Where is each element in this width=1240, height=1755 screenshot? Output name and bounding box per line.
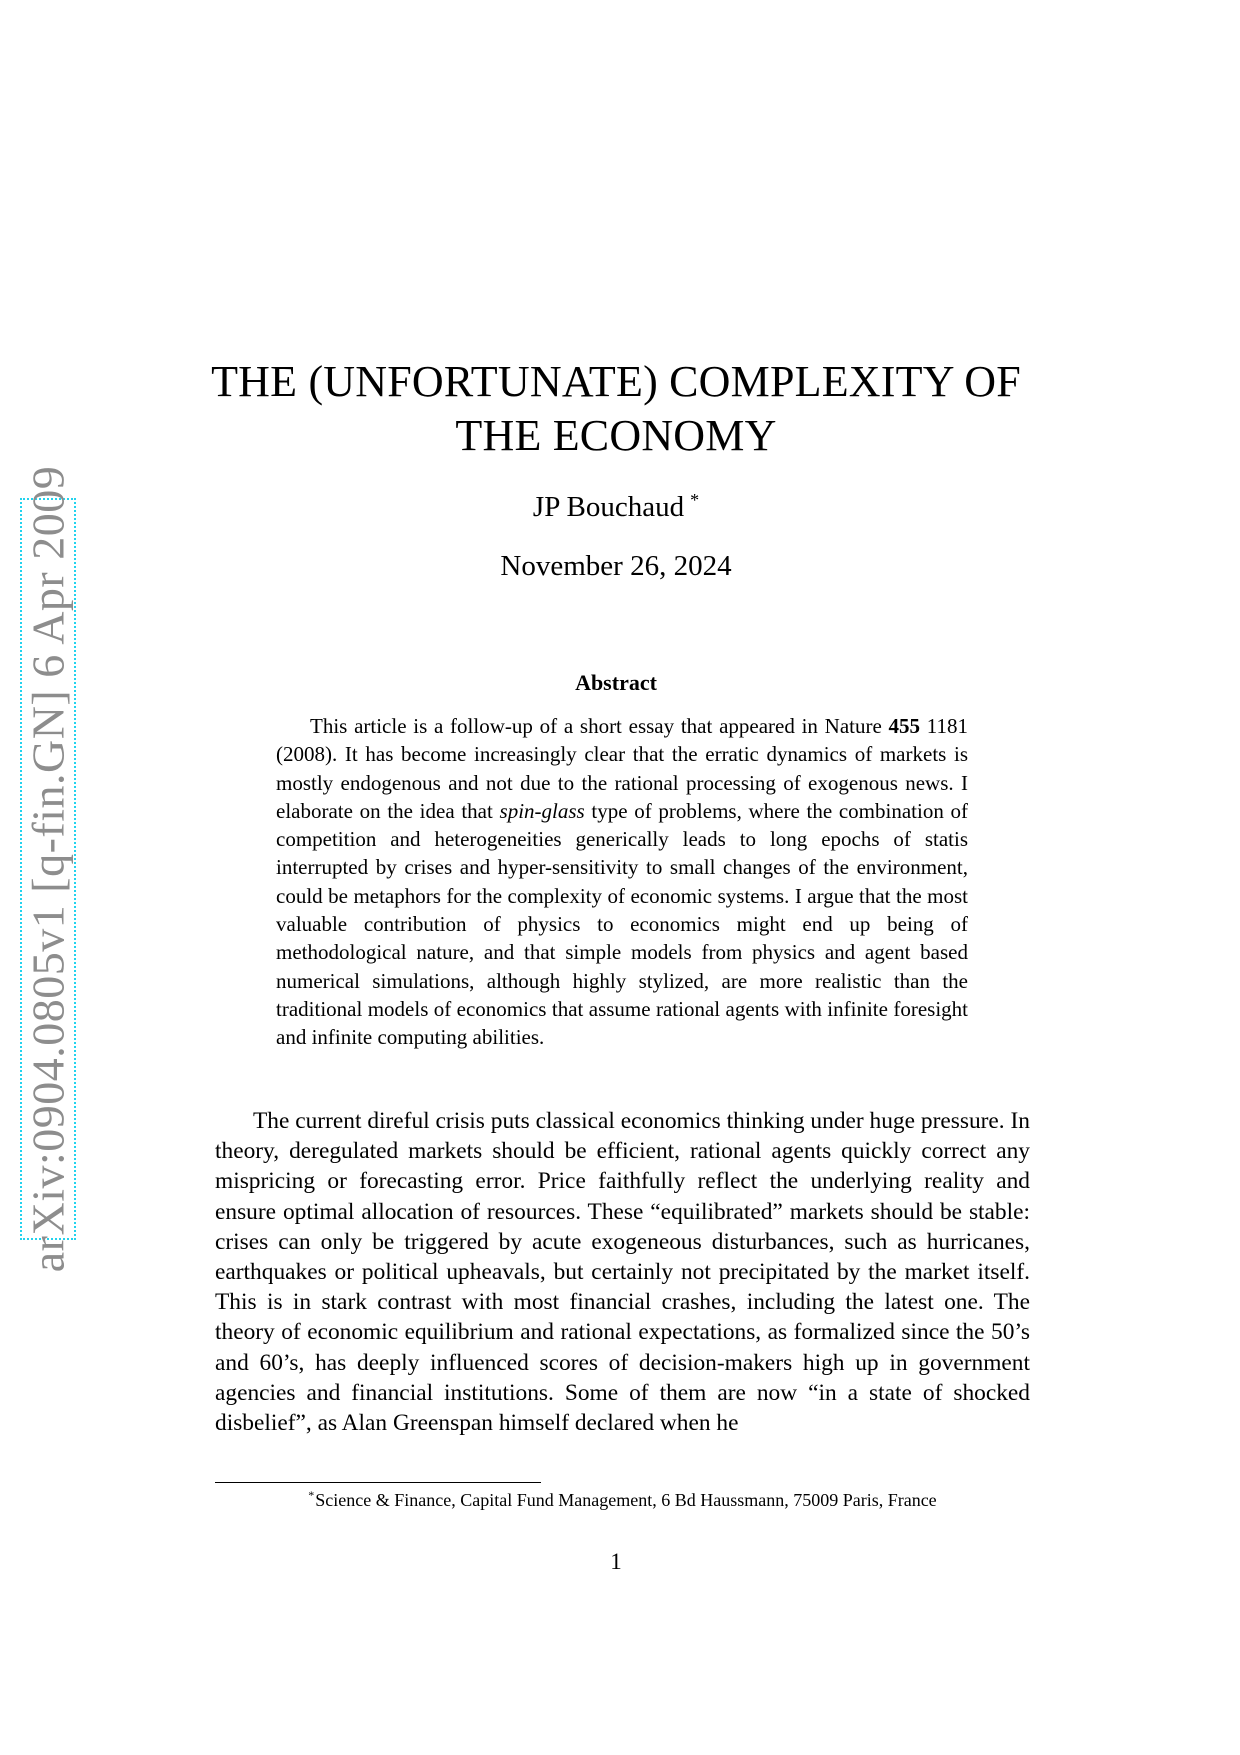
title-line-2: THE ECONOMY [455, 411, 777, 460]
abstract-emphasis: spin-glass [499, 798, 585, 823]
author-name: JP Bouchaud [532, 490, 685, 523]
footnote-text: Science & Finance, Capital Fund Management, 6 Bd Haussmann, 75009 Paris, France [315, 1490, 937, 1511]
footnote [215, 1488, 1030, 1511]
abstract-text-middle: 1181 (2008). It has become increasingly clear that the erratic dynamics of markets is mostly endogenous and not due to the rational processing of exogenous news. I elaborate on the idea that [276, 714, 968, 823]
abstract-body [276, 712, 968, 1052]
arxiv-identifier: arXiv:0904.0805v1 [q-fin.GN] 6 Apr 2009 [22, 465, 74, 1273]
arxiv-stamp [20, 465, 76, 1273]
abstract-text-start: This article is a follow-up of a short essay that appeared in Nature [310, 714, 882, 738]
paper-date: November 26, 2024 [500, 550, 732, 582]
footnote-divider [215, 1482, 541, 1483]
abstract-volume: 455 [888, 714, 921, 738]
title-line-1: THE (UNFORTUNATE) COMPLEXITY OF [211, 357, 1021, 406]
author-line [188, 490, 1044, 524]
footnote-mark: * [308, 1488, 315, 1502]
body-paragraph: The current direful crisis puts classical economics thinking under huge pressure. In theory, deregulated markets should be efficient, rational agents quickly correct any mispricing or forecasting error. Price faithfully reflect the underlying reality and ensure optimal allocation of resources. These “equilibrated” markets should be stable: crises can only be triggered by acute exogeneous disturbances, such as hurricanes, earthquakes or political upheavals, but certainly not precipitated by the market itself. This is in stark contrast with most financial crashes, including the latest one. The theory of economic equilibrium and rational expectations, as formalized since the 50’s and 60’s, has deeply influenced scores of decision-makers high up in government agencies and financial institutions. Some of them are now “in a state of shocked disbelief”, as Alan Greenspan himself declared when he [215, 1108, 1030, 1437]
page-number: 1 [610, 1549, 622, 1574]
paper-title [188, 355, 1044, 463]
abstract-text-end: type of problems, where the combination of competition and heterogeneities generically leads to long epochs of statis interrupted by crises and hyper-sensitivity to small changes of the environment, could be metaphors for the complexity of economic systems. I argue that the most valuable contribution of physics to economics might end up being of methodological nature, and that simple models from physics and agent based numerical simulations, although highly stylized, are more realistic than the traditional models of economics that assume rational agents with infinite foresight and infinite computing abilities. [276, 798, 968, 1050]
author-footnote-mark: * [690, 490, 700, 510]
abstract-heading: Abstract [575, 670, 657, 695]
